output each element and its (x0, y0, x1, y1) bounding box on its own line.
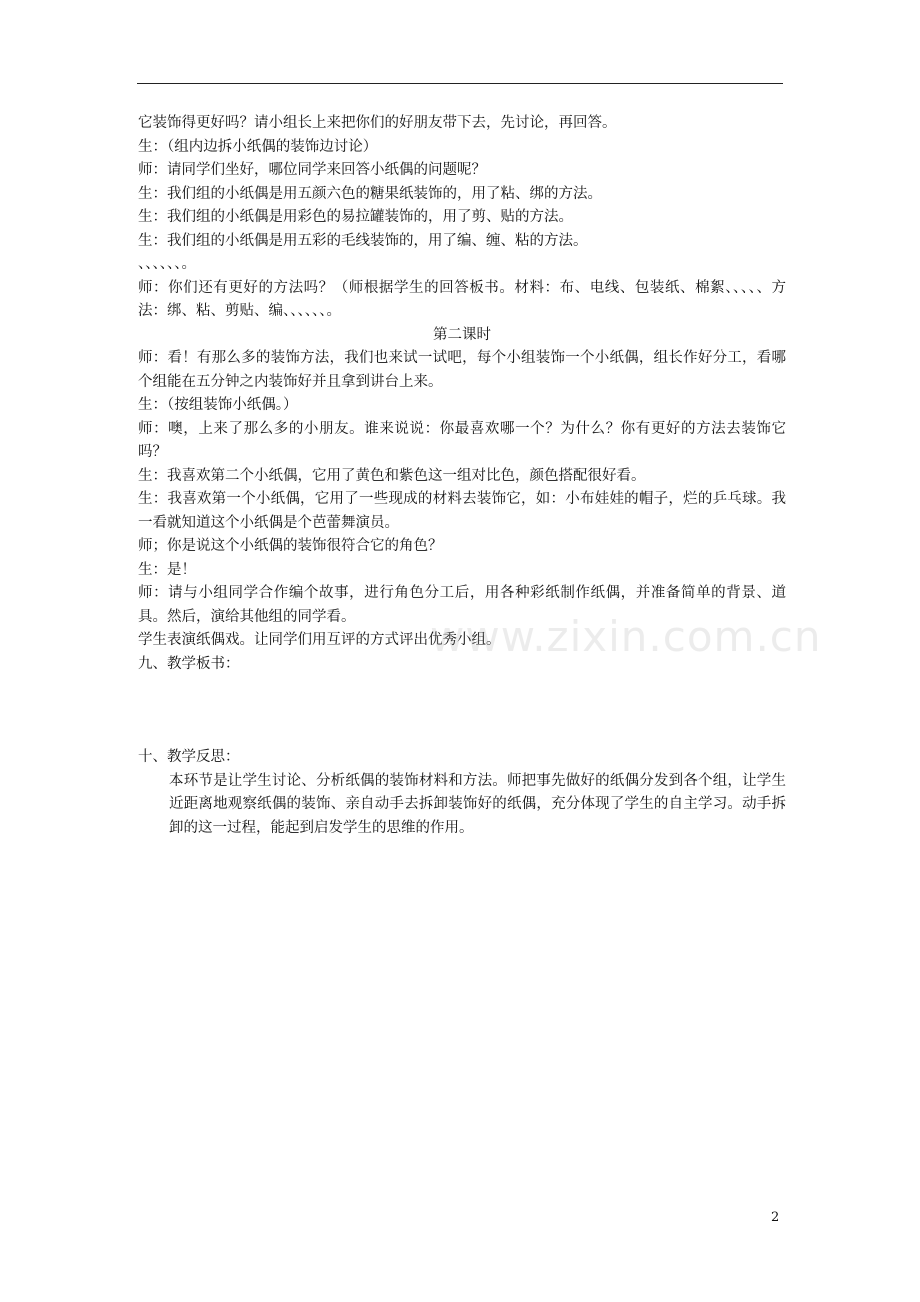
paragraph: 生：我喜欢第一个小纸偶，它用了一些现成的材料去装饰它，如：小布娃娃的帽子，烂的乒乓球。我一看就知道这个小纸偶是个芭蕾舞演员。 (138, 491, 786, 531)
paragraph: 师：噢，上来了那么多的小朋友。谁来说说：你最喜欢哪一个？为什么？你有更好的方法去装饰它吗？ (138, 420, 786, 460)
paragraph: 师；你是说这个小纸偶的装饰很符合它的角色？ (138, 538, 443, 554)
paragraph: 生：（按组装饰小纸偶。） (138, 397, 298, 413)
document-body (138, 112, 786, 840)
paragraph: 师：你们还有更好的方法吗？（师根据学生的回答板书。材料：布、电线、包装纸、棉絮、、、、、方法：绑、粘、剪贴、编、、、、、、。 (138, 279, 786, 319)
paragraph: 师：请与小组同学合作编个故事，进行角色分工后，用各种彩纸制作纸偶，并准备简单的背景、道具。然后，演给其他组的同学看。 (138, 585, 786, 625)
board-blank-space (138, 676, 786, 746)
paragraph: 学生表演纸偶戏。让同学们用互评的方式评出优秀小组。 (138, 632, 501, 648)
paragraph: 生：（组内边拆小纸偶的装饰边讨论） (138, 138, 378, 155)
paragraph: 、、、、、、。 (138, 256, 196, 272)
paragraph: 生：是！ (138, 561, 196, 578)
paragraph: 它装饰得更好吗？请小组长上来把你们的好朋友带下去，先讨论，再回答。 (138, 115, 617, 131)
paragraph: 师：看！有那么多的装饰方法，我们也来试一试吧，每个小组装饰一个小纸偶，组长作好分工，看哪个组能在五分钟之内装饰好并且拿到讲台上来。 (138, 350, 786, 390)
paragraph: 生：我们组的小纸偶是用彩色的易拉罐装饰的，用了剪、贴的方法。 (138, 209, 573, 225)
page-number: 2 (771, 1210, 780, 1225)
paragraph: 师：请同学们坐好，哪位同学来回答小纸偶的问题呢？ (138, 162, 486, 178)
board-heading: 九、教学板书： (138, 655, 240, 672)
paragraph: 生：我喜欢第二个小纸偶，它用了黄色和紫色这一组对比色，颜色搭配很好看。 (138, 467, 646, 484)
paragraph: 生：我们组的小纸偶是用五彩的毛线装饰的，用了编、缠、粘的方法。 (138, 232, 588, 249)
section-heading: 第二课时 (433, 326, 491, 343)
paragraph: 生：我们组的小纸偶是用五颜六色的糖果纸装饰的，用了粘、绑的方法。 (138, 185, 602, 202)
reflection-block (138, 770, 786, 841)
reflection-text: 本环节是让学生讨论、分析纸偶的装饰材料和方法。师把事先做好的纸偶分发到各个组，让学生近距离地观察纸偶的装饰、亲自动手去拆卸装饰好的纸偶，充分体现了学生的自主学习。动手拆卸的这一过程，能起到启发学生的思维的作用。 (169, 772, 786, 836)
watermark: www.zixin.com.cn (430, 612, 822, 661)
header-rule (137, 83, 783, 84)
reflection-heading: 十、教学反思： (138, 749, 240, 765)
